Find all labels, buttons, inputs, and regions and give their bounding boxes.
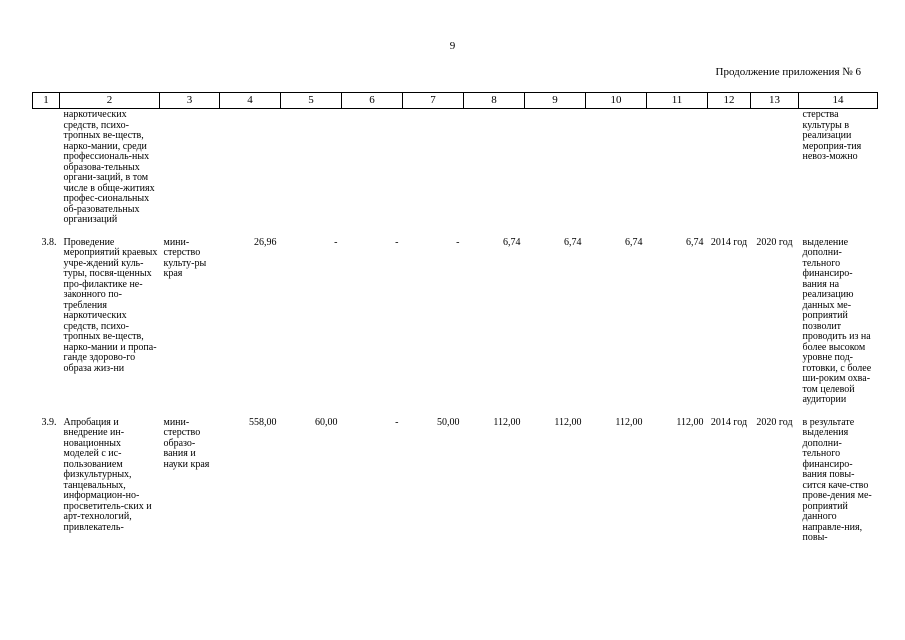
expected-result: выделение дополни-тельного финансиро-вания на реализацию данных ме-роприятий позволит проводить из на более высоком уровне под-готовки, с более ши-роким охва-том целевой аудитории [802, 236, 872, 405]
amount-col10: 112,00 [615, 416, 643, 428]
header-cell: 6 [342, 93, 403, 109]
amount-col6: - [395, 416, 399, 428]
header-cell: 13 [751, 93, 799, 109]
row-number [33, 109, 60, 226]
total-amount [220, 109, 281, 226]
amount-col6 [342, 109, 403, 226]
header-cell: 5 [281, 93, 342, 109]
header-cell: 10 [586, 93, 647, 109]
header-cell: 3 [160, 93, 220, 109]
amount-col7: 50,00 [437, 416, 460, 428]
header-cell: 11 [647, 93, 708, 109]
executor: мини-стерство культу-ры края [163, 236, 207, 279]
amount-col5 [281, 109, 342, 226]
amount-col5: - [334, 236, 338, 248]
amount-col8: 112,00 [493, 416, 521, 428]
amount-col7 [403, 109, 464, 226]
start-year [708, 109, 751, 226]
row-spacer [33, 226, 878, 238]
measure-name: Проведение мероприятий краевых учре-ждений куль-туры, посвя-щенных про-филактике не-законного по-требления наркотических средств, психо-тропных ве-ществ, нарко-мании и пропа-ганде здорово-го образа жиз-ни [63, 236, 158, 374]
end-year: 2020 год [756, 236, 793, 248]
start-year: 2014 год [710, 236, 748, 248]
header-cell: 8 [464, 93, 525, 109]
appendix-caption: Продолжение приложения № 6 [715, 66, 861, 78]
header-cell: 1 [33, 93, 60, 109]
amount-col10 [586, 109, 647, 226]
amount-col11 [647, 109, 708, 226]
amount-col5: 60,00 [315, 416, 338, 428]
executor [160, 109, 220, 226]
amount-col8 [464, 109, 525, 226]
row-number: 3.8. [41, 236, 57, 248]
measure-name: Апробация и внедрение ин-новационных моделей с ис-пользованием физкультурных, танцевальных, информацион-но-просветитель-ских и арт-технологий, привлекатель- [63, 416, 152, 533]
end-year: 2020 год [756, 416, 793, 428]
spacer-cell [33, 226, 878, 238]
header-cell: 12 [708, 93, 751, 109]
amount-col7: - [456, 236, 460, 248]
expected-result: в результате выделения дополни-тельного финансиро-вания повы-сится каче-ство прове-дения ме-роприятий данного направле-ния, повы- [802, 416, 872, 543]
header-cell: 9 [525, 93, 586, 109]
total-amount: 558,00 [249, 416, 277, 428]
table-row [33, 238, 878, 406]
amount-col8: 6,74 [503, 236, 521, 248]
end-year [751, 109, 799, 226]
amount-col9: 112,00 [554, 416, 582, 428]
amount-col6: - [395, 236, 399, 248]
spacer-cell [33, 406, 878, 418]
header-row [33, 93, 878, 109]
table-row [33, 418, 878, 544]
row-number: 3.9. [41, 416, 57, 428]
header-cell: 14 [799, 93, 878, 109]
executor: мини-стерство образо-вания и науки края [163, 416, 210, 470]
amount-col10: 6,74 [625, 236, 643, 248]
amount-col9 [525, 109, 586, 226]
amount-col11: 6,74 [686, 236, 704, 248]
table-row [33, 109, 878, 226]
page-number: 9 [449, 40, 456, 52]
row-spacer [33, 406, 878, 418]
amount-col9: 6,74 [564, 236, 582, 248]
expected-result: стерства культуры в реализации мероприя-тия невоз-можно [802, 109, 862, 162]
amount-col11: 112,00 [676, 416, 704, 428]
program-table [32, 92, 878, 544]
measure-name: наркотических средств, психо-тропных ве-ществ, нарко-мании, среди профессиональ-ных образова-тельных органи-заций, в том числе в обще-житиях профес-сиональных об-разовательных организаций [63, 109, 155, 225]
header-cell: 7 [403, 93, 464, 109]
header-cell: 4 [220, 93, 281, 109]
total-amount: 26,96 [254, 236, 277, 248]
start-year: 2014 год [710, 416, 748, 428]
header-cell: 2 [60, 93, 160, 109]
